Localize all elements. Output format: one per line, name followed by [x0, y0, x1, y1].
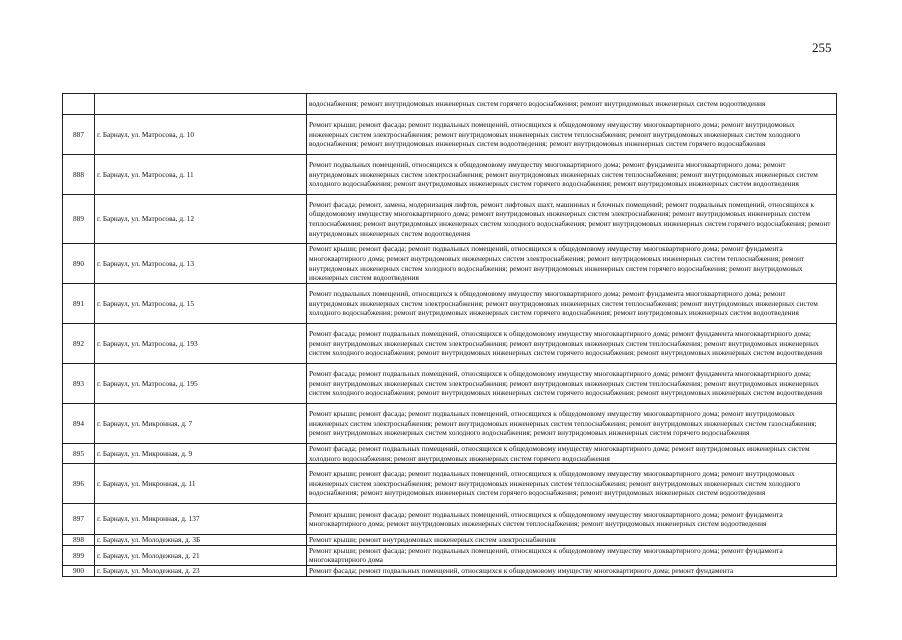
address-cell: г. Барнаул, ул. Микронная, д. 137 — [95, 504, 307, 535]
work-types-cell: Ремонт крыши; ремонт фасада; ремонт подвальных помещений, относящихся к общедомовому имуществу многоквартирного дома; ремонт внутридомовых инженерных систем электроснабжения; ремонт внутридомовых инженерных систем теплоснабжения; ремонт внутридомовых инженерных систем холодного водоснабжения; ремонт внутридомовых инженерных систем горячего водоснабжения; ремонт внутридомовых инженерных систем водоотведения — [307, 464, 837, 504]
address-cell: г. Барнаул, ул. Микронная, д. 7 — [95, 404, 307, 444]
table-row — [63, 535, 837, 546]
table-row — [63, 545, 837, 565]
work-types-cell: Ремонт крыши; ремонт внутридомовых инженерных систем электроснабжения — [307, 535, 837, 546]
address-cell: г. Барнаул, ул. Матросова, д. 195 — [95, 364, 307, 404]
address-cell: г. Барнаул, ул. Микронная, д. 9 — [95, 444, 307, 464]
table-row — [63, 94, 837, 115]
address-cell: г. Барнаул, ул. Матросова, д. 15 — [95, 284, 307, 324]
work-types-cell: Ремонт фасада; ремонт подвальных помещений, относящихся к общедомовому имуществу многоквартирного дома; ремонт фундамента многоквартирного дома; ремонт внутридомовых инженерных систем электроснабжения; ремонт внутридомовых инженерных систем теплоснабжения; ремонт внутридомовых инженерных систем холодного водоснабжения; ремонт внутридомовых инженерных систем горячего водоснабжения; ремонт внутридомовых инженерных систем водоотведения — [307, 364, 837, 404]
table-row — [63, 464, 837, 504]
table-row — [63, 155, 837, 195]
work-types-cell: Ремонт крыши; ремонт фасада; ремонт подвальных помещений, относящихся к общедомовому имуществу многоквартирного дома; ремонт внутридомовых инженерных систем электроснабжения; ремонт внутридомовых инженерных систем теплоснабжения; ремонт внутридомовых инженерных систем газоснабжения; ремонт внутридомовых инженерных систем холодного водоснабжения; ремонт внутридомовых инженерных систем горячего водоснабжения — [307, 404, 837, 444]
row-number: 900 — [63, 565, 95, 576]
table-row — [63, 195, 837, 244]
row-number: 897 — [63, 504, 95, 535]
row-number: 893 — [63, 364, 95, 404]
table-row — [63, 284, 837, 324]
address-cell: г. Барнаул, ул. Матросова, д. 10 — [95, 115, 307, 155]
address-cell — [95, 94, 307, 115]
repair-table — [62, 93, 837, 577]
table-row — [63, 324, 837, 364]
work-types-cell: Ремонт подвальных помещений, относящихся к общедомовому имуществу многоквартирного дома; ремонт фундамента многоквартирного дома; ремонт внутридомовых инженерных систем электроснабжения; ремонт внутридомовых инженерных систем теплоснабжения; ремонт внутридомовых инженерных систем холодного водоснабжения; ремонт внутридомовых инженерных систем горячего водоснабжения; ремонт внутридомовых инженерных систем водоотведения — [307, 284, 837, 324]
table-row — [63, 444, 837, 464]
address-cell: г. Барнаул, ул. Матросова, д. 12 — [95, 195, 307, 244]
work-types-cell: Ремонт крыши; ремонт фасада; ремонт подвальных помещений, относящихся к общедомовому имуществу многоквартирного дома; ремонт внутридомовых инженерных систем электроснабжения; ремонт внутридомовых инженерных систем теплоснабжения; ремонт внутридомовых инженерных систем холодного водоснабжения; ремонт внутридомовых инженерных систем водоотведения; ремонт внутридомовых инженерных систем горячего водоснабжения — [307, 115, 837, 155]
work-types-cell: Ремонт фасада; ремонт подвальных помещений, относящихся к общедомовому имуществу многоквартирного дома; ремонт внутридомовых инженерных систем холодного водоснабжения; ремонт внутридомовых инженерных систем горячего водоснабжения — [307, 444, 837, 464]
address-cell: г. Барнаул, ул. Микронная, д. 11 — [95, 464, 307, 504]
table-row — [63, 565, 837, 576]
address-cell: г. Барнаул, ул. Молодежная, д. 21 — [95, 545, 307, 565]
table-row — [63, 364, 837, 404]
row-number: 898 — [63, 535, 95, 546]
row-number: 895 — [63, 444, 95, 464]
table-row — [63, 404, 837, 444]
address-cell: г. Барнаул, ул. Матросова, д. 11 — [95, 155, 307, 195]
address-cell: г. Барнаул, ул. Молодежная, д. 3Б — [95, 535, 307, 546]
row-number: 890 — [63, 244, 95, 284]
row-number: 888 — [63, 155, 95, 195]
page-number: 255 — [812, 40, 832, 55]
row-number: 896 — [63, 464, 95, 504]
table-row — [63, 244, 837, 284]
address-cell: г. Барнаул, ул. Молодежная, д. 23 — [95, 565, 307, 576]
row-number: 891 — [63, 284, 95, 324]
row-number: 889 — [63, 195, 95, 244]
address-cell: г. Барнаул, ул. Матросова, д. 193 — [95, 324, 307, 364]
table-body — [63, 94, 837, 577]
work-types-cell: Ремонт фасада; ремонт, замена, модернизация лифтов, ремонт лифтовых шахт, машинных и блочных помещений; ремонт подвальных помещений, относящихся к общедомовому имуществу многоквартирного дома; ремонт внутридомовых инженерных систем электроснабжения; ремонт внутридомовых инженерных систем теплоснабжения; ремонт внутридомовых инженерных систем холодного водоснабжения; ремонт внутридомовых инженерных систем горячего водоснабжения; ремонт внутридомовых инженерных систем водоотведения — [307, 195, 837, 244]
row-number: 899 — [63, 545, 95, 565]
work-types-cell: Ремонт крыши; ремонт фасада; ремонт подвальных помещений, относящихся к общедомовому имуществу многоквартирного дома; ремонт фундамента многоквартирного дома — [307, 545, 837, 565]
work-types-cell: Ремонт фасада; ремонт подвальных помещений, относящихся к общедомовому имуществу многоквартирного дома; ремонт фундамента — [307, 565, 837, 576]
work-types-cell: Ремонт подвальных помещений, относящихся к общедомовому имуществу многоквартирного дома; ремонт фундамента многоквартирного дома; ремонт внутридомовых инженерных систем электроснабжения; ремонт внутридомовых инженерных систем теплоснабжения; ремонт внутридомовых инженерных систем холодного водоснабжения; ремонт внутридомовых инженерных систем горячего водоснабжения; ремонт внутридомовых инженерных систем водоотведения — [307, 155, 837, 195]
row-number: 887 — [63, 115, 95, 155]
row-number: 892 — [63, 324, 95, 364]
work-types-cell: водоснабжения; ремонт внутридомовых инженерных систем горячего водоснабжения; ремонт внутридомовых инженерных систем водоотведения — [307, 94, 837, 115]
row-number: 894 — [63, 404, 95, 444]
work-types-cell: Ремонт фасада; ремонт подвальных помещений, относящихся к общедомовому имуществу многоквартирного дома; ремонт фундамента многоквартирного дома; ремонт внутридомовых инженерных систем электроснабжения; ремонт внутридомовых инженерных систем теплоснабжения; ремонт внутридомовых инженерных систем холодного водоснабжения; ремонт внутридомовых инженерных систем горячего водоснабжения; ремонт внутридомовых инженерных систем водоотведения — [307, 324, 837, 364]
address-cell: г. Барнаул, ул. Матросова, д. 13 — [95, 244, 307, 284]
work-types-cell: Ремонт крыши; ремонт фасада; ремонт подвальных помещений, относящихся к общедомовому имуществу многоквартирного дома; ремонт фундамента многоквартирного дома; ремонт внутридомовых инженерных систем электроснабжения; ремонт внутридомовых инженерных систем теплоснабжения; ремонт внутридомовых инженерных систем холодного водоснабжения; ремонт внутридомовых инженерных систем горячего водоснабжения; ремонт внутридомовых инженерных систем водоотведения — [307, 244, 837, 284]
table-row — [63, 115, 837, 155]
work-types-cell: Ремонт крыши; ремонт фасада; ремонт подвальных помещений, относящихся к общедомовому имуществу многоквартирного дома; ремонт фундамента многоквартирного дома; ремонт внутридомовых инженерных систем теплоснабжения; ремонт внутридомовых инженерных систем водоотведения — [307, 504, 837, 535]
row-number — [63, 94, 95, 115]
table-row — [63, 504, 837, 535]
